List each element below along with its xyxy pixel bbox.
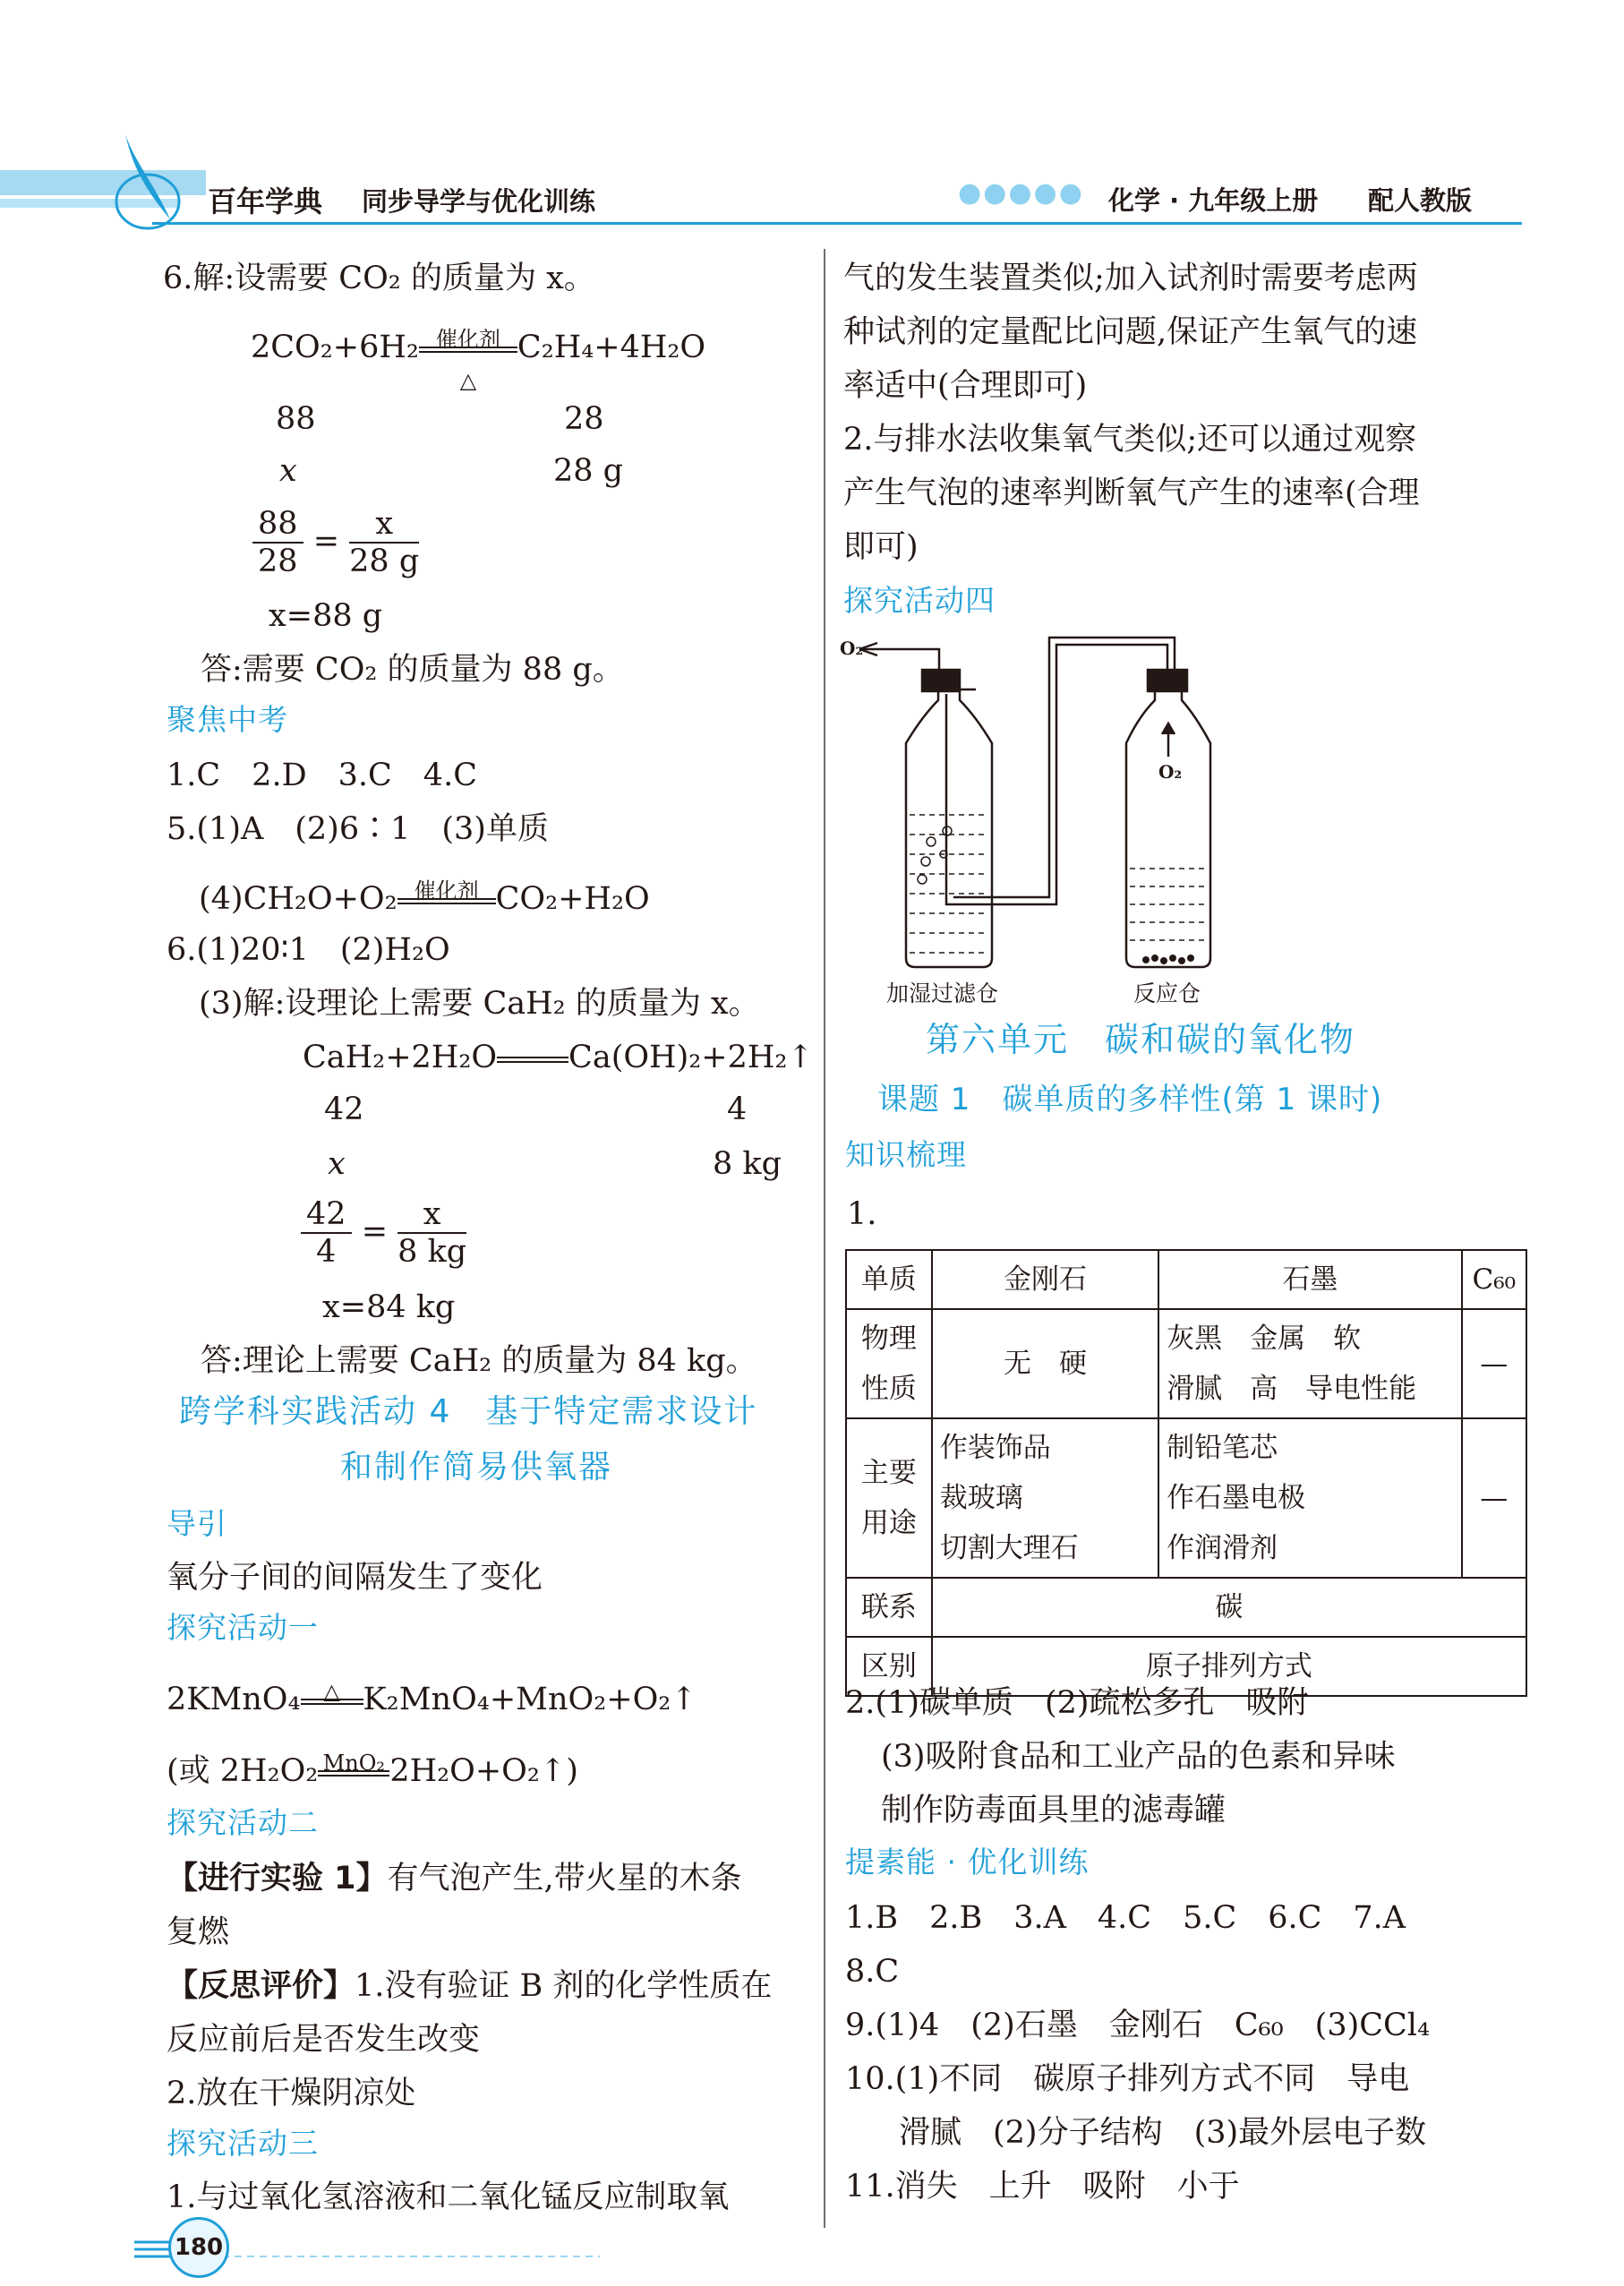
table-cell-c60-usage: — — [1462, 1418, 1526, 1578]
mass-8kg: 8 kg — [713, 1146, 782, 1182]
mass-x: x — [279, 453, 297, 489]
section-zhishi-shuli: 知识梳理 — [845, 1137, 967, 1172]
carbon-allotrope-table — [845, 1249, 1527, 1697]
bottle-apparatus-diagram — [833, 627, 1244, 1012]
answers-1-4: 1.C 2.D 3.C 4.C — [167, 758, 477, 793]
result-2: x=84 kg — [322, 1289, 456, 1325]
table-label-difference: 区别 — [846, 1637, 932, 1696]
page-number-badge — [168, 2217, 229, 2278]
page-number: 180 — [174, 2234, 224, 2261]
section-jujiao-zhongkao: 聚焦中考 — [167, 702, 288, 737]
figure-o2-right-label: O₂ — [1158, 761, 1183, 783]
answer-10: 10.(1)不同 碳原子排列方式不同 导电 — [845, 2061, 1410, 2097]
right-line-6: 即可) — [843, 529, 919, 565]
header-dots: ●●●●● — [958, 177, 1084, 209]
title-kuaxueke-1: 跨学科实践活动 4 基于特定需求设计 — [179, 1393, 758, 1430]
lesson-title: 课题 1 碳单质的多样性(第 1 课时) — [877, 1082, 1383, 1117]
table-cell-difference: 原子排列方式 — [932, 1637, 1526, 1696]
answer-2: 答:理论上需要 CaH₂ 的质量为 84 kg。 — [201, 1343, 757, 1379]
table-cell-c60-physical: — — [1462, 1309, 1526, 1418]
header-course: 化学 · 九年级上册 — [1108, 185, 1319, 216]
reflection-cont: 反应前后是否发生改变 — [167, 2022, 481, 2058]
unit-title: 第六单元 碳和碳的氧化物 — [926, 1020, 1356, 1059]
table-cell-graphite-usage: 制铅笔芯 作石墨电极 作润滑剂 — [1158, 1418, 1461, 1578]
answer-8: 8.C — [845, 1954, 900, 1990]
header-subtitle: 同步导学与优化训练 — [362, 186, 596, 217]
header-divider — [152, 222, 1522, 225]
table-header-c60: C₆₀ — [1462, 1250, 1526, 1309]
equation-h2o2: (或 2H₂O₂ MnO₂ 2H₂O+O₂↑) — [167, 1751, 578, 1789]
figure-label-reactor: 反应仓 — [1133, 980, 1201, 1006]
right-line-2: 种试剂的定量配比问题,保证产生氧气的速 — [843, 314, 1418, 350]
mass-42: 42 — [324, 1092, 364, 1127]
section-activity-1: 探究活动一 — [167, 1610, 319, 1645]
header-edition: 配人教版 — [1368, 185, 1473, 216]
proportion-2: $\frac{42}{4}$ = $\frac{x}{8 kg}$ — [301, 1196, 466, 1270]
column-divider — [824, 249, 825, 2228]
table-cell-graphite-physical: 灰黑 金属 软 滑腻 高 导电性能 — [1158, 1309, 1461, 1418]
figure-o2-left-label: O₂ — [840, 638, 864, 659]
item-1-label: 1. — [847, 1196, 877, 1232]
section-activity-4: 探究活动四 — [843, 583, 996, 618]
mass-4: 4 — [727, 1092, 748, 1127]
answer-9: 9.(1)4 (2)石墨 金刚石 C₆₀ (3)CCl₄ — [845, 2008, 1431, 2043]
section-activity-2: 探究活动二 — [167, 1805, 319, 1840]
table-cell-diamond-physical: 无 硬 — [932, 1309, 1158, 1418]
table-label-usage: 主要 用途 — [846, 1418, 932, 1578]
reflection: 【反思评价】1.没有验证 B 剂的化学性质在 — [167, 1968, 773, 2004]
section-tisuneng: 提素能 · 优化训练 — [845, 1845, 1090, 1879]
mass-88: 88 — [276, 401, 316, 437]
answer-11: 11.消失 上升 吸附 小于 — [845, 2169, 1240, 2205]
table-header-diamond: 金刚石 — [932, 1250, 1158, 1309]
reflection-2: 2.放在干燥阴凉处 — [167, 2076, 416, 2111]
oxygen-apparatus-figure — [833, 627, 1244, 1012]
equation-ch2o: (4)CH₂O+O₂ 催化剂 CO₂+H₂O — [199, 878, 650, 917]
item-2: 2.(1)碳单质 (2)疏松多孔 吸附 — [845, 1685, 1309, 1721]
experiment-1-cont: 复燃 — [167, 1914, 230, 1950]
answer-1: 答:需要 CO₂ 的质量为 88 g。 — [201, 652, 624, 688]
table-cell-relation: 碳 — [932, 1578, 1526, 1637]
header-brand: 百年学典 — [208, 184, 323, 218]
answer-6: 6.(1)20∶1 (2)H₂O — [167, 932, 450, 968]
table-label-relation: 联系 — [846, 1578, 932, 1637]
table-header-graphite: 石墨 — [1158, 1250, 1461, 1309]
activity-3-item-1: 1.与过氧化氢溶液和二氧化锰反应制取氧 — [167, 2179, 730, 2215]
right-line-3: 率适中(合理即可) — [843, 368, 1088, 404]
title-kuaxueke-2: 和制作简易供氧器 — [340, 1449, 613, 1485]
table-cell-diamond-usage: 作装饰品 裁玻璃 切割大理石 — [932, 1418, 1158, 1578]
equation-kmno4: 2KMnO₄ △ K₂MnO₄+MnO₂+O₂↑ — [167, 1679, 697, 1717]
result-1: x=88 g — [269, 598, 383, 634]
section-daoyin: 导引 — [167, 1506, 227, 1541]
answer-10-cont: 滑腻 (2)分子结构 (3)最外层电子数 — [899, 2115, 1427, 2151]
item-2-3-cont: 制作防毒面具里的滤毒罐 — [881, 1793, 1227, 1828]
section-activity-3: 探究活动三 — [167, 2126, 319, 2161]
answers-1-7: 1.B 2.B 3.A 4.C 5.C 6.C 7.A — [845, 1900, 1406, 1936]
feather-pen-icon — [0, 134, 233, 233]
answer-6-3: (3)解:设理论上需要 CaH₂ 的质量为 x。 — [199, 986, 760, 1022]
daoyin-text: 氧分子间的间隔发生了变化 — [167, 1560, 543, 1596]
right-line-1: 气的发生装置类似;加入试剂时需要考虑两 — [843, 261, 1418, 296]
proportion-1: $\frac{88}{28}$ = $\frac{x}{28 g}$ — [252, 506, 419, 579]
right-line-4: 2.与排水法收集氧气类似;还可以通过观察 — [843, 422, 1417, 458]
experiment-1: 【进行实验 1】有气泡产生,带火星的木条 — [167, 1861, 742, 1896]
equation-cah2: CaH₂+2H₂O Ca(OH)₂+2H₂↑ — [303, 1040, 814, 1075]
mass-28: 28 — [564, 401, 604, 437]
right-line-5: 产生气泡的速率判断氧气产生的速率(合理 — [843, 475, 1420, 511]
mass-28g: 28 g — [553, 453, 624, 489]
table-header-danzhi: 单质 — [846, 1250, 932, 1309]
equation-co2-h2: 2CO₂+6H₂ 催化剂 △ C₂H₄+4H₂O — [251, 327, 706, 393]
answer-5: 5.(1)A (2)6∶1 (3)单质 — [167, 811, 549, 847]
solution-6-intro: 6.解:设需要 CO₂ 的质量为 x。 — [163, 261, 595, 296]
item-2-3: (3)吸附食品和工业产品的色素和异味 — [881, 1739, 1396, 1775]
figure-label-humidifier: 加湿过滤仓 — [886, 980, 999, 1006]
table-label-physical: 物理 性质 — [846, 1309, 932, 1418]
header-decoration — [0, 134, 233, 233]
mass-x-2: x — [328, 1146, 346, 1182]
